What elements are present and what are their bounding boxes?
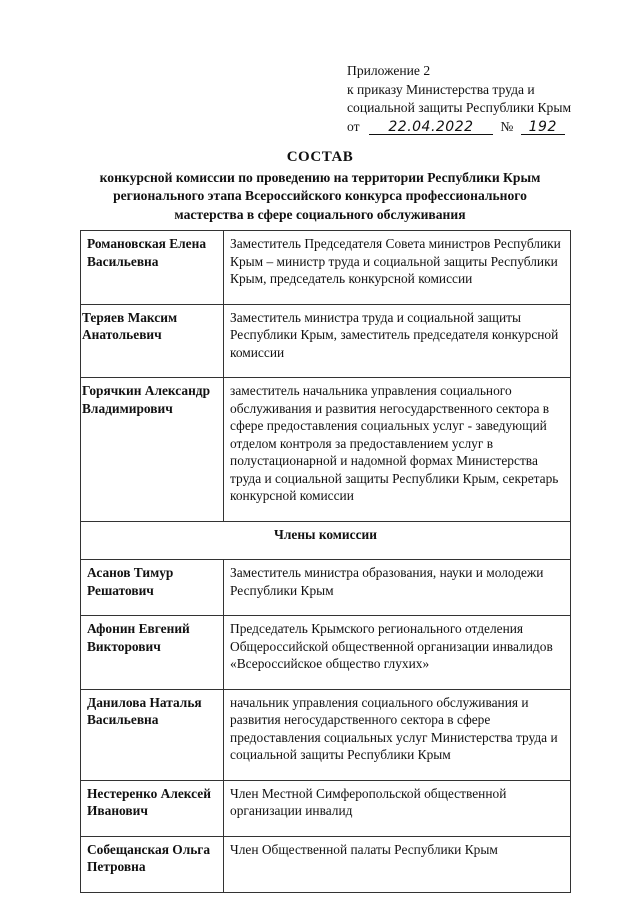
member-name: Афонин Евгений Викторович: [81, 616, 224, 690]
table-row: [81, 836, 571, 892]
member-name: Данилова Наталья Васильевна: [81, 689, 224, 780]
document-title: [60, 148, 580, 224]
member-role: Член Местной Симферопольской общественной организации инвалид: [224, 780, 571, 836]
number-prefix: №: [500, 118, 514, 134]
member-role: Председатель Крымского регионального отделения Общероссийской общественной организации инвалидов «Всероссийское общество глухих»: [224, 616, 571, 690]
table-row: [81, 378, 571, 522]
member-name: Нестеренко Алексей Иванович: [81, 780, 224, 836]
table-row: [81, 780, 571, 836]
member-role: начальник управления социального обслуживания и развития негосударственного сектора в сфере предоставления социальных услуг Министерства труда и социальной защиты Республики Крым: [224, 689, 571, 780]
title-line-2: регионального этапа Всероссийского конкурса профессионального: [113, 188, 527, 203]
date-prefix: от: [347, 118, 360, 134]
appendix-number: Приложение 2: [347, 63, 431, 78]
member-role: Заместитель Председателя Совета министров Республики Крым – министр труда и социальной защиты Республики Крым, председатель конкурсной комиссии: [224, 231, 571, 305]
title-line-3: мастерства в сфере социального обслуживания: [174, 206, 466, 222]
member-role: Заместитель министра труда и социальной защиты Республики Крым, заместитель председателя конкурсной комиссии: [224, 304, 571, 378]
member-name: Собещанская Ольга Петровна: [81, 836, 224, 892]
members-heading: Члены комиссии: [81, 521, 571, 560]
member-name: Горячкин Александр Владимирович: [81, 378, 224, 522]
appendix-date-line: [347, 118, 627, 137]
members-section-row: [81, 521, 571, 560]
table-row: [81, 689, 571, 780]
appendix-block: [347, 62, 627, 136]
member-name: Романовская Елена Васильевна: [81, 231, 224, 305]
member-role: Заместитель министра образования, науки и молодежи Республики Крым: [224, 560, 571, 616]
order-date: 22.04.2022: [369, 120, 493, 135]
title-heading: СОСТАВ: [286, 149, 354, 165]
appendix-ministry: социальной защиты Республики Крым: [347, 100, 572, 115]
member-name: Асанов Тимур Решатович: [81, 560, 224, 616]
table-row: [81, 560, 571, 616]
commission-table: [80, 230, 571, 893]
member-role: Член Общественной палаты Республики Крым: [224, 836, 571, 892]
order-number: 192: [521, 120, 565, 135]
member-role: заместитель начальника управления социального обслуживания и развития негосударственного сектора в сфере предоставления социальных услуг - заведующий отделом контроля за предоставлением услуг в полустационарной и надомной формах Министерства труда и социальной защиты Республики Крым, секретарь конкурсной комиссии: [224, 378, 571, 522]
table-row: [81, 231, 571, 305]
table-row: [81, 616, 571, 690]
table-row: [81, 304, 571, 378]
appendix-order-ref: к приказу Министерства труда и: [347, 81, 535, 97]
title-line-1: конкурсной комиссии по проведению на территории Республики Крым: [99, 169, 541, 185]
member-name: Теряев Максим Анатольевич: [81, 304, 224, 378]
